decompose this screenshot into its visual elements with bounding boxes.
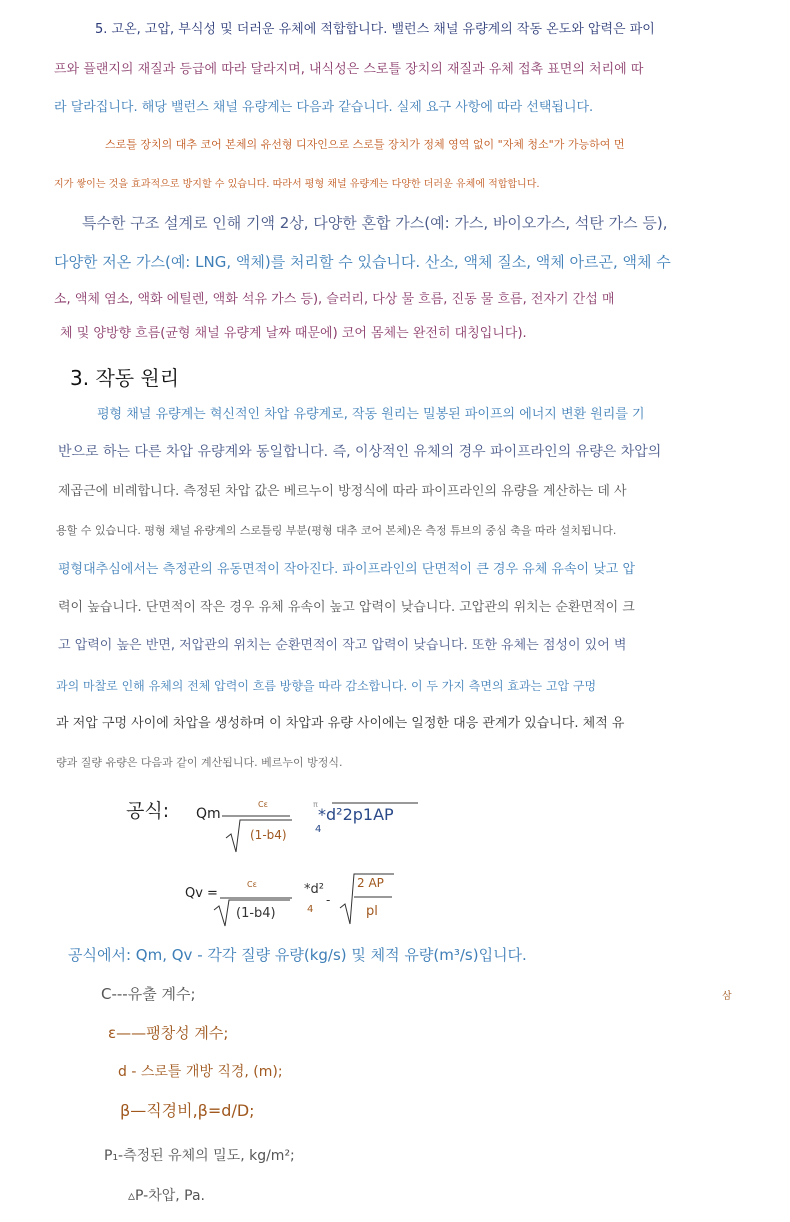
definition-item: ▵P-차압, Pa.	[128, 1188, 206, 1204]
text-line: 지가 쌓이는 것을 효과적으로 방지할 수 있습니다. 따라서 평형 채널 유량계는 다양한 더러운 유체에 적합합니다.	[54, 179, 540, 190]
qv-dsq: *d²	[304, 882, 324, 897]
definition-item: β—직경비,β=d/D;	[120, 1101, 255, 1120]
text-line: 체 및 양방향 흐름(균형 채널 유량계 날짜 때문에) 코어 몸체는 완전히 대칭입니다).	[60, 326, 527, 341]
qm-lhs: Qm	[196, 806, 221, 822]
definition-item: ε——팽창성 계수;	[108, 1024, 229, 1042]
qv-dash: -	[326, 893, 331, 907]
text-line: 다양한 저온 가스(예: LNG, 액체)를 처리할 수 있습니다. 산소, 액체 질소, 액체 아르곤, 액체 수	[54, 253, 671, 271]
text-line: 용할 수 있습니다. 평형 채널 유량계의 스로틀링 부분(평형 대추 코어 본체)은 측정 튜브의 중심 축을 따라 설치됩니다.	[56, 524, 617, 537]
text-line: 력이 높습니다. 단면적이 작은 경우 유체 유속이 높고 압력이 낮습니다. 고압관의 위치는 순환면적이 크	[58, 600, 635, 615]
text-line: 평형대추심에서는 측정관의 유동면적이 작아진다. 파이프라인의 단면적이 큰 경우 유체 유속이 낮고 압	[58, 562, 636, 577]
qm-four: 4	[315, 824, 322, 835]
text-line: 고 압력이 높은 반면, 저압관의 위치는 순환면적이 작고 압력이 낮습니다. 또한 유체는 점성이 있어 벽	[58, 638, 627, 653]
text-line: 평형 채널 유량계는 혁신적인 차압 유량계로, 작동 원리는 밀봉된 파이프의 에너지 변환 원리를 기	[97, 407, 645, 422]
definition-item: d - 스로틀 개방 직경, (m);	[118, 1064, 283, 1080]
qm-pi: π	[313, 800, 318, 809]
definitions-intro: 공식에서: Qm, Qv - 각각 질량 유량(kg/s) 및 체적 유량(m³/s)입니다.	[68, 946, 527, 964]
margin-note: 삼	[722, 991, 732, 1002]
qv-den: pl	[366, 904, 378, 919]
qv-coef: Cε	[247, 880, 257, 889]
text-line: 특수한 구조 설계로 인해 기액 2상, 다양한 혼합 가스(예: 가스, 바이오가스, 석탄 가스 등),	[82, 214, 668, 232]
text-line: 반으로 하는 다른 차압 유량계와 동일합니다. 즉, 이상적인 유체의 경우 파이프라인의 유량은 차압의	[58, 444, 662, 460]
text-line: 제곱근에 비례합니다. 측정된 차압 값은 베르누이 방정식에 따라 파이프라인의 유량을 계산하는 데 사	[58, 484, 627, 499]
qv-denom: (1-b4)	[236, 906, 276, 921]
formula-label: 공식:	[126, 800, 170, 822]
text-line: 과 저압 구멍 사이에 차압을 생성하며 이 차압과 유량 사이에는 일정한 대응 관계가 있습니다. 체적 유	[56, 716, 625, 731]
text-line: 량과 질량 유량은 다음과 같이 계산됩니다. 베르누이 방정식.	[56, 756, 343, 769]
text-line: 소, 액체 염소, 액화 에틸렌, 액화 석유 가스 등), 슬러리, 다상 물 흐름, 진동 물 흐름, 전자기 간섭 매	[54, 292, 615, 307]
text-line: 라 달라집니다. 해당 밸런스 채널 유량계는 다음과 같습니다. 실제 요구 사항에 따라 선택됩니다.	[54, 100, 594, 115]
qv-num: 2 AP	[357, 876, 384, 890]
definition-item: C---유출 계수;	[101, 985, 196, 1003]
text-line: 스로틀 장치의 대추 코어 본체의 유선형 디자인으로 스로틀 장치가 정체 영역 없이 "자체 청소"가 가능하여 먼	[105, 138, 625, 151]
section-heading: 3. 작동 원리	[70, 366, 180, 390]
qm-coef: Cε	[258, 800, 268, 809]
qm-denom: (1-b4)	[250, 828, 287, 842]
definition-item: P₁-측정된 유체의 밀도, kg/m²;	[104, 1148, 295, 1164]
qv-four: 4	[307, 904, 314, 915]
text-line: 5. 고온, 고압, 부식성 및 더러운 유체에 적합합니다. 밸런스 채널 유량계의 작동 온도와 압력은 파이	[95, 22, 655, 37]
qm-rest: *d²2p1AP	[318, 805, 394, 824]
text-line: 프와 플랜지의 재질과 등급에 따라 달라지며, 내식성은 스로틀 장치의 재질과 유체 접촉 표면의 처리에 따	[54, 62, 644, 77]
qv-lhs: Qv =	[185, 886, 218, 901]
text-line: 과의 마찰로 인해 유체의 전체 압력이 흐름 방향을 따라 감소합니다. 이 두 가지 측면의 효과는 고압 구멍	[56, 679, 597, 693]
